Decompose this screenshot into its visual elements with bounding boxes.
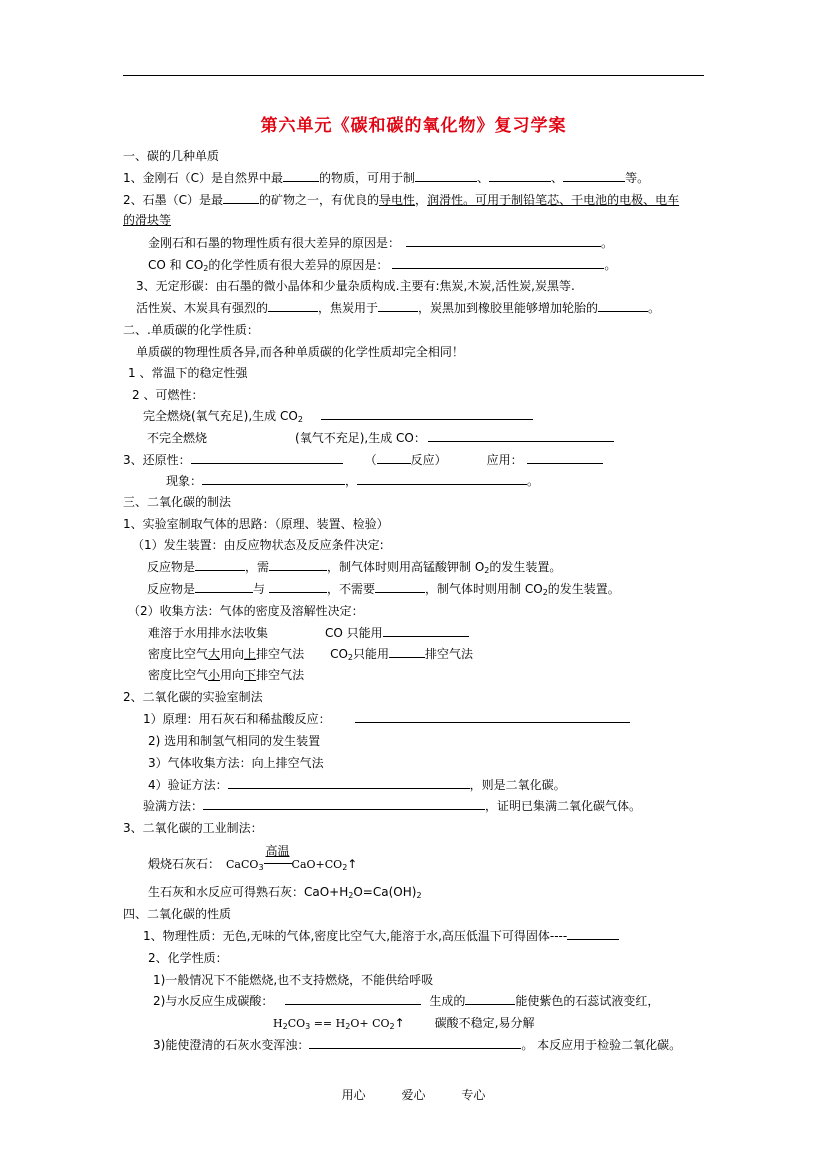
s4-l2: 2、化学性质： (148, 951, 228, 965)
s1-line4: CO 和 $CO_2$的化学性质有很大差异的原因是： 。 (148, 258, 617, 273)
s2-p2: 2 、可燃性： (132, 388, 204, 402)
s2-p3: 3、还原性： （ 反应） 应用： (123, 452, 603, 468)
s1-line2b: 的滑块等 (123, 213, 172, 227)
s3-l15: 3、二氧化碳的工业制法： (123, 821, 263, 835)
s4-l6: 3)能使澄清的石灰水变浑浊： 。 本反应用于检验二氧化碳。 (153, 1038, 682, 1052)
s4-l4: 2)与水反应生成碳酸： 生成的 能使紫色的石蕊试液变红， (153, 994, 660, 1008)
s1-line1: 1、金刚石（C）是自然界中最 的物质，可用于制 、 、 等。 (123, 171, 650, 185)
header-rule (123, 75, 704, 76)
footer-a: 用心 (341, 1088, 366, 1102)
s3-l10: 1）原理：用石灰石和稀盐酸反应： (143, 711, 630, 727)
s1-line3: 金刚石和石墨的物理性质有很大差异的原因是： 。 (148, 236, 614, 250)
section3-heading: 三、二氧化碳的制法 (123, 495, 232, 509)
section4-heading: 四、二氧化碳的性质 (123, 907, 232, 921)
s3-l3: 反应物是 ，需 ，制气体时则用高锰酸钾制 $O_2$的发生装置。 (147, 560, 562, 575)
footer-b: 爱心 (401, 1088, 426, 1102)
s3-l17: 生石灰和水反应可得熟石灰：$CaO+H_2O=Ca(OH)_2$ (148, 885, 422, 900)
s3-l4: 反应物是 与 ，不需要 ，制气体时则用制 $CO_2$的发生装置。 (147, 582, 620, 597)
s3-l9: 2、二氧化碳的实验室制法 (123, 690, 263, 704)
s3-l2: （1）发生装置：由反应物状态及反应条件决定: (132, 538, 384, 552)
section1-heading: 一、碳的几种单质 (123, 149, 220, 163)
s3-l5: （2）收集方法：气体的密度及溶解性决定： (128, 604, 364, 618)
s2-p3-phenomenon: 现象： ， 。 (166, 474, 540, 488)
s3-l7: 密度比空气大用向上排空气法 $CO_2$只能用 排空气法 (148, 647, 474, 662)
s3-l13: 4）验证方法： ，则是二氧化碳。 (148, 778, 566, 792)
footer (0, 1086, 827, 1103)
footer-c: 专心 (461, 1088, 486, 1102)
s1-line6: 活性炭、木炭具有强烈的 ，焦炭用于 ，炭黑加到橡胶里能够增加轮胎的 。 (136, 301, 661, 315)
s2-p2a: 完全燃烧(氧气充足),生成 $CO_2$ (143, 408, 533, 424)
s3-l16: 煅烧石灰石： CaCO$_3$ 高温 $CaO+CO_2↑$ (148, 844, 358, 872)
s3-l1: 1、实验室制取气体的思路：（原理、装置、检验） (123, 517, 389, 531)
s2-intro: 单质碳的物理性质各异,而各种单质碳的化学性质却完全相同！ (136, 345, 464, 359)
s3-l11: 2) 选用和制氢气相同的发生装置 (148, 734, 321, 748)
s3-l12: 3）气体收集方法：向上排空气法 (148, 756, 324, 770)
s2-p1: 1 、常温下的稳定性强 (128, 366, 248, 380)
s3-l14: 验满方法： ，证明已集满二氧化碳气体。 (143, 799, 642, 813)
s3-l6: 难溶于水用排水法收集 CO 只能用 (148, 625, 469, 641)
s1-line2: 2、石墨（C）是最 的矿物之一，有优良的导电性，润滑性。可用于制铅笔芯、干电池的电极、电车 (123, 193, 680, 207)
s3-l8: 密度比空气小用向下排空气法 (148, 668, 305, 682)
s2-p2b: 不完全燃烧 (氧气不充足),生成 CO： (147, 430, 614, 446)
s4-l3: 1)一般情况下不能燃烧,也不支持燃烧，不能供给呼吸 (153, 973, 434, 987)
s4-l5: $H_2CO_3 == H_2O+$ $CO_2↑$ 碳酸不稳定,易分解 (273, 1016, 535, 1031)
s4-l1: 1、物理性质：无色,无味的气体,密度比空气大,能溶于水,高压低温下可得固体---- (143, 928, 619, 944)
page-title: 第六单元《碳和碳的氧化物》复习学案 (260, 116, 567, 136)
s1-line5: 3、无定形碳：由石墨的微小晶体和少量杂质构成.主要有:焦炭,木炭,活性炭,炭黑等. (136, 279, 575, 293)
reaction-condition: 高温 (265, 844, 290, 858)
section2-heading: 二、.单质碳的化学性质： (123, 323, 259, 337)
